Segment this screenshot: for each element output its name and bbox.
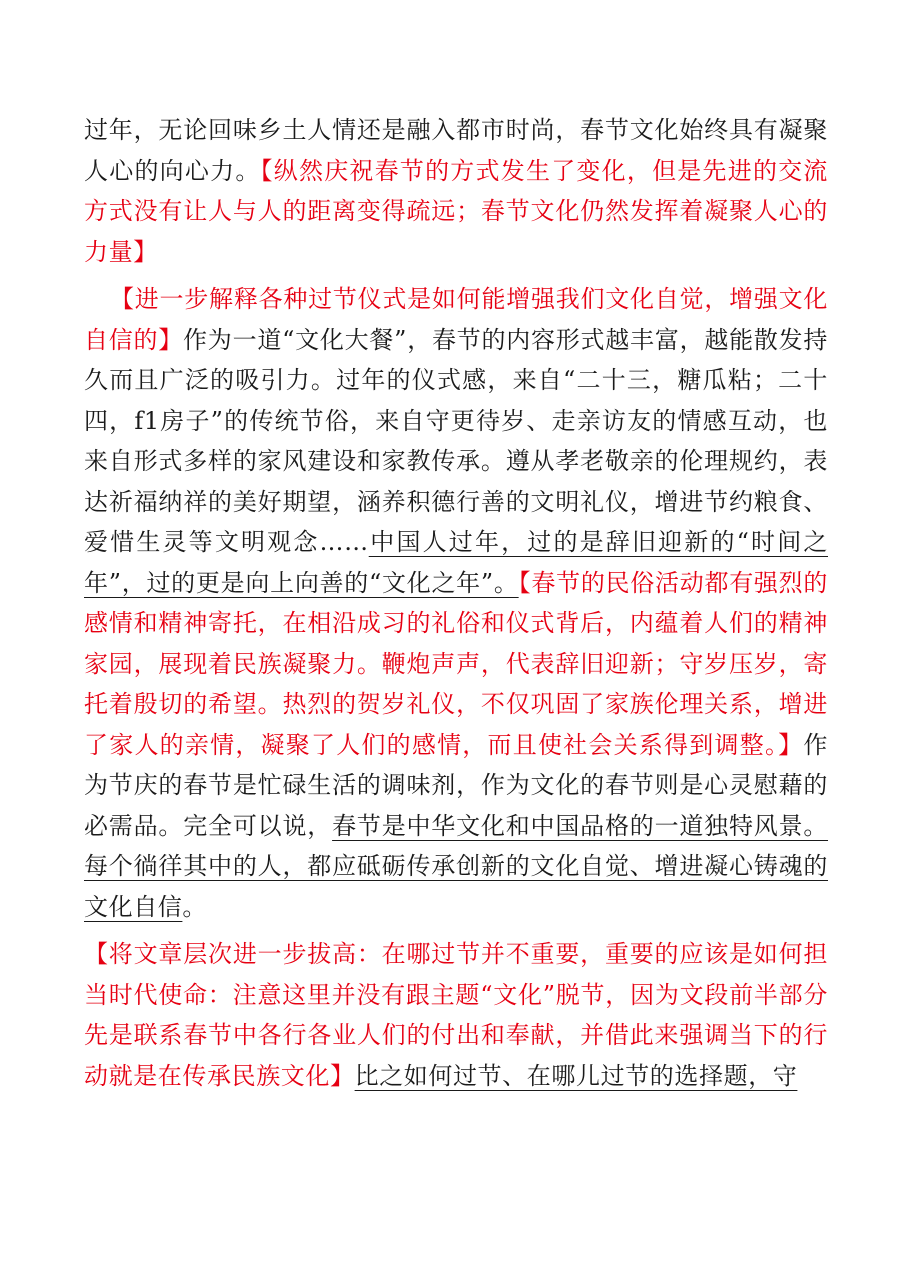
body-text: 作为一道“文化大餐”，春节的内容形式越丰富，越能散发持久而且广泛的吸引力。过年的仪式感，来自“二十三，糖瓜粘；二十四，f1房子”的传统节俗，来自守更待岁、走亲访友的情感互动，也来自形式多样的家风建设和家教传承。遵从孝老敬亲的伦理规约，表达祈福纳祥的美好期望，涵养积德行善的文明礼仪，增进节约粮食、爱惜生灵等文明观念……: [84, 325, 828, 556]
underlined-text: 中国人过年，过的是辞旧迎新的“时间之年”，过的更是向上向善的“文化之年”。: [84, 528, 828, 597]
paragraph-2: [84, 279, 828, 927]
body-text: 。: [182, 892, 208, 921]
document-page: [84, 110, 828, 1103]
body-text: 过年，无论回味乡土人情还是融入都市时尚，春节文化始终具有凝聚人心的向心力。: [84, 116, 828, 185]
underlined-text: 春节是中华文化和中国品格的一道独特风景。每个徜徉其中的人，都应砥砺传承创新的文化自觉、增进凝心铸魂的文化自信: [84, 811, 829, 921]
annotation-note: 【春节的民俗活动都有强烈的感情和精神寄托，在相沿成习的礼俗和仪式背后，内蕴着人们的精神家园，展现着民族凝聚力。鞭炮声声，代表辞旧迎新；守岁压岁，寄托着殷切的希望。热烈的贺岁礼仪，不仅巩固了家族伦理关系，增进了家人的亲情，凝聚了人们的感情，而且使社会关系得到调整。】: [84, 568, 828, 759]
paragraph-1: [84, 110, 828, 272]
paragraph-3: [84, 934, 828, 1096]
body-text: 作为节庆的春节是忙碌生活的调味剂，作为文化的春节则是心灵慰藉的必需品。完全可以说，: [84, 730, 828, 840]
annotation-note: 【纵然庆祝春节的方式发生了变化，但是先进的交流方式没有让人与人的距离变得疏远；春节文化仍然发挥着凝聚人心的力量】: [84, 156, 828, 266]
annotation-note: 【进一步解释各种过节仪式是如何能增强我们文化自觉，增强文化自信的】: [84, 285, 828, 354]
annotation-note: 【将文章层次进一步拔高：在哪过节并不重要，重要的应该是如何担当时代使命：注意这里并没有跟主题“文化”脱节，因为文段前半部分先是联系春节中各行各业人们的付出和奉献，并借此来强调当下的行动就是在传承民族文化】: [84, 940, 828, 1090]
underlined-text: 比之如何过节、在哪儿过节的选择题，守: [354, 1061, 798, 1090]
